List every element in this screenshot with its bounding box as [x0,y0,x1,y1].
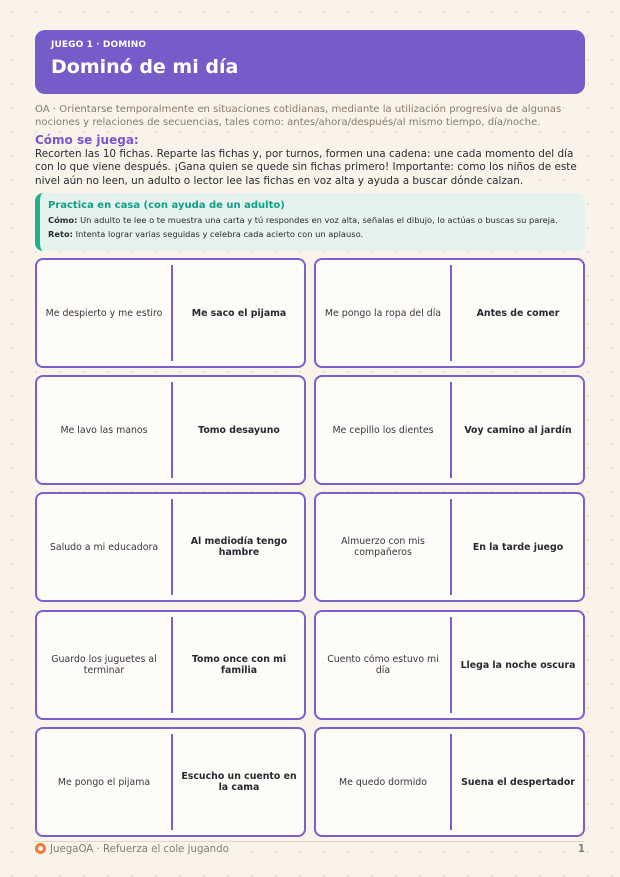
domino-card [35,258,306,368]
domino-card [35,727,306,837]
card-left-text: Me quedo dormido [339,776,427,788]
domino-card [314,492,585,602]
domino-card [35,375,306,485]
card-left-text: Saludo a mi educadora [49,541,159,553]
card-right-text: Escucho un cuento en la cama [181,771,297,793]
card-left-text: Me pongo el pijama [57,776,151,788]
practice-challenge-label: Reto: [48,229,74,239]
practice-how-label: Cómo: [48,215,78,225]
domino-card-grid [35,258,585,837]
target-circle-icon [35,843,46,854]
domino-card [314,610,585,720]
card-left-text: Guardo los juguetes al terminar [51,654,157,676]
title-banner [35,30,585,94]
card-right-text: Tomo once con mi familia [191,654,287,676]
card-left-text: Me lavo las manos [60,424,148,436]
card-left-text: Almuerzo con mis compañeros [341,536,425,558]
card-right-text: Suena el despertador [461,776,575,788]
practice-challenge-text: Intenta lograr varias seguidas y celebra cada acierto con un aplauso. [73,229,364,239]
card-right-text: Me saco el pijama [191,307,287,319]
card-right-text: Al mediodía tengo hambre [190,536,288,558]
card-left-text: Me cepillo los dientes [332,424,434,436]
practice-challenge [48,227,577,241]
practice-box [35,193,585,251]
footer-divider [35,841,585,842]
card-right-text: En la tarde juego [472,541,564,553]
howto-heading: Cómo se juega: [35,133,139,147]
page-footer [35,843,585,857]
practice-heading: Practica en casa (con ayuda de un adulto) [48,200,285,211]
page-number: 1 [577,844,585,855]
practice-how-text: Un adulto te lee o te muestra una carta y tú respondes en voz alta, señalas el dibujo, lo actúas o buscas su pareja. [77,215,558,225]
howto-instructions: Recorten las 10 fichas. Reparte las fichas y, por turnos, formen una cadena: une cada momento del día con lo que viene después. ¡Gana quien se quede sin fichas primero! Importante: como los niños de este nivel aún no leen, un adulto o lector lee las fichas en voz alta y ayuda a buscar dónde calzan. [35,148,577,187]
card-right-text: Antes de comer [476,307,560,319]
domino-card [35,610,306,720]
domino-card [314,727,585,837]
game-kicker: JUEGO 1 · DOMINO [51,40,147,50]
card-right-text: Llega la noche oscura [460,659,576,671]
card-left-text: Me pongo la ropa del día [324,307,442,319]
card-left-text: Me despierto y me estiro [45,307,163,319]
page-title: Dominó de mi día [51,56,239,78]
card-left-text: Cuento cómo estuvo mi día [327,654,439,676]
footer-brand: JuegaOA · Refuerza el cole jugando [50,844,229,855]
domino-card [35,492,306,602]
domino-card [314,258,585,368]
learning-objective: OA · Orientarse temporalmente en situaciones cotidianas, mediante la utilización progresiva de algunas nociones y relaciones de secuencias, tales como: antes/ahora/después/al mismo tiempo, día/noche. [35,104,562,128]
domino-card [314,375,585,485]
card-right-text: Tomo desayuno [198,424,280,436]
card-right-text: Voy camino al jardín [464,424,572,436]
practice-how [48,213,577,227]
